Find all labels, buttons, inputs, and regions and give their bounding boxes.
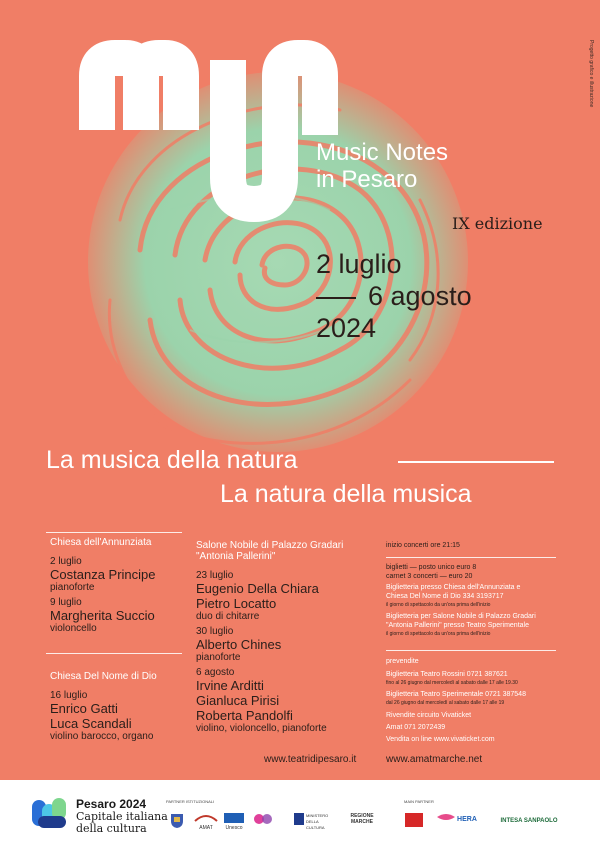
artist: Gianluca Pirisi xyxy=(196,693,280,708)
date-end-row xyxy=(316,280,472,312)
artist: Roberta Pandolfi xyxy=(196,708,293,723)
event-date: 16 luglio xyxy=(50,690,88,701)
partner-logo-comune xyxy=(166,813,188,829)
artist: Alberto Chines xyxy=(196,637,282,652)
unesco-label: Unesco xyxy=(225,825,243,831)
date-start: 2 luglio xyxy=(316,249,402,279)
artist: Pietro Locatto xyxy=(196,596,277,611)
city-subtitle xyxy=(76,811,168,835)
festival-name xyxy=(316,139,448,193)
instrument: pianoforte xyxy=(50,582,95,593)
festival-name-line2: in Pesaro xyxy=(316,166,418,193)
box-office-1: Biglietteria presso Chiesa dell'Annunziata e xyxy=(386,584,521,591)
year: 2024 xyxy=(316,313,377,343)
date-end: 6 agosto xyxy=(368,281,472,311)
divider xyxy=(46,532,182,533)
box-office-2b: "Antonia Pallerini" presso Teatro Sperimentale xyxy=(386,622,529,629)
presale-rossini: Biglietteria Teatro Rossini 0721 387621 xyxy=(386,671,508,678)
venue-nome-di-dio: Chiesa Del Nome di Dio xyxy=(50,671,157,682)
event-date: 6 agosto xyxy=(196,667,235,678)
venue-gradari: Salone Nobile di Palazzo Gradari xyxy=(196,540,344,551)
partner-logo-amat xyxy=(192,813,220,829)
divider xyxy=(386,557,556,558)
program-info xyxy=(386,541,558,550)
venue-gradari-sub: "Antonia Pallerini" xyxy=(196,551,276,562)
footer xyxy=(0,780,600,856)
artist: Eugenio Della Chiara xyxy=(196,581,319,596)
event-date: 9 luglio xyxy=(50,597,82,608)
instrument: violino, violoncello, pianoforte xyxy=(196,723,327,734)
divider xyxy=(386,650,556,651)
presale-online: Vendita on line www.vivaticket.com xyxy=(386,736,495,743)
partner-logo-hera xyxy=(432,813,482,829)
festival-dates xyxy=(316,248,472,344)
event-date: 30 luglio xyxy=(196,626,234,637)
box-office-2: Biglietteria per Salone Nobile di Palazzo Gradari xyxy=(386,613,536,620)
tagline-line1: La musica della natura xyxy=(46,446,298,474)
venue-annunziata: Chiesa dell'Annunziata xyxy=(50,537,152,548)
pesaro2024-logo-icon xyxy=(30,796,70,830)
artist: Luca Scandali xyxy=(50,716,132,731)
artist: Margherita Succio xyxy=(50,608,155,623)
regione-label: REGIONE MARCHE xyxy=(350,813,374,825)
partner-logo-ministero xyxy=(294,813,334,829)
presale-sperimentale-hours: dal 26 giugno dal mercoledì al sabato dalle 17 alle 19 xyxy=(386,700,505,706)
instrument: violoncello xyxy=(50,623,97,634)
instrument: violino barocco, organo xyxy=(50,731,154,742)
artist: Costanza Principe xyxy=(50,567,156,582)
partner-logo-intesa: INTESA SANPAOLO xyxy=(500,818,558,824)
partner-logo-pesaro xyxy=(252,813,276,829)
box-office-2c: il giorno di spettacolo da un'ora prima dell'inizio xyxy=(386,631,491,637)
program-left xyxy=(50,537,156,634)
crest-icon xyxy=(170,813,184,829)
tagline-rule xyxy=(398,461,554,463)
main-partners-label: MAIN PARTNER xyxy=(404,799,434,804)
hera-label: HERA xyxy=(457,816,477,823)
ticket-info xyxy=(386,563,558,639)
presale-vivaticket: Rivendite circuito Vivaticket xyxy=(386,712,472,719)
box-office-1c: il giorno di spettacolo da un'ora prima dell'inizio xyxy=(386,602,491,608)
dash-icon xyxy=(316,297,356,299)
partner-logo-unesco xyxy=(223,813,245,829)
city-title: Pesaro 2024 xyxy=(76,797,147,811)
program-mid xyxy=(196,540,343,734)
artist: Enrico Gatti xyxy=(50,701,118,716)
event-date: 2 luglio xyxy=(50,556,82,567)
tagline-line2: La natura della musica xyxy=(220,480,472,508)
instrument: pianoforte xyxy=(196,652,241,663)
city-subtitle-line1: Capitale italiana xyxy=(76,810,168,823)
presale-sperimentale: Biglietteria Teatro Sperimentale 0721 387548 xyxy=(386,691,526,698)
teatri-url-link[interactable]: www.teatridipesaro.it xyxy=(264,754,357,765)
institutional-partners-label: PARTNER ISTITUZIONALI xyxy=(166,799,215,804)
presale-info xyxy=(386,657,558,744)
partner-logo-benelli xyxy=(404,813,424,829)
box-office-1b: Chiesa Del Nome di Dio 334 3193717 xyxy=(386,593,504,600)
divider xyxy=(46,653,182,654)
side-credit: Progetto grafico e illustrazione xyxy=(588,40,594,108)
amat-url-link[interactable]: www.amatmarche.net xyxy=(386,754,483,765)
program-left-2 xyxy=(50,671,157,742)
artist: Irvine Arditti xyxy=(196,678,264,693)
start-time: inizio concerti ore 21:15 xyxy=(386,542,460,549)
instrument: duo di chitarre xyxy=(196,611,260,622)
ministero-label: MINISTERO DELLA CULTURA xyxy=(306,813,329,830)
presale-amat: Amat 071 2072439 xyxy=(386,724,446,731)
carnet-price: carnet 3 concerti — euro 20 xyxy=(386,573,473,580)
ticket-price: biglietti — posto unico euro 8 xyxy=(386,564,477,571)
presale-heading: prevendite xyxy=(386,658,419,665)
partner-logo-regione xyxy=(346,813,378,829)
edition-label: IX edizione xyxy=(452,214,543,233)
festival-name-line1: Music Notes xyxy=(316,139,449,166)
presale-rossini-hours: fino al 26 giugno dal mercoledì al sabato dalle 17 alle 19.30 xyxy=(386,680,518,686)
amat-label: AMAT xyxy=(199,825,213,831)
event-date: 23 luglio xyxy=(196,570,234,581)
city-subtitle-line2: della cultura xyxy=(76,822,147,835)
